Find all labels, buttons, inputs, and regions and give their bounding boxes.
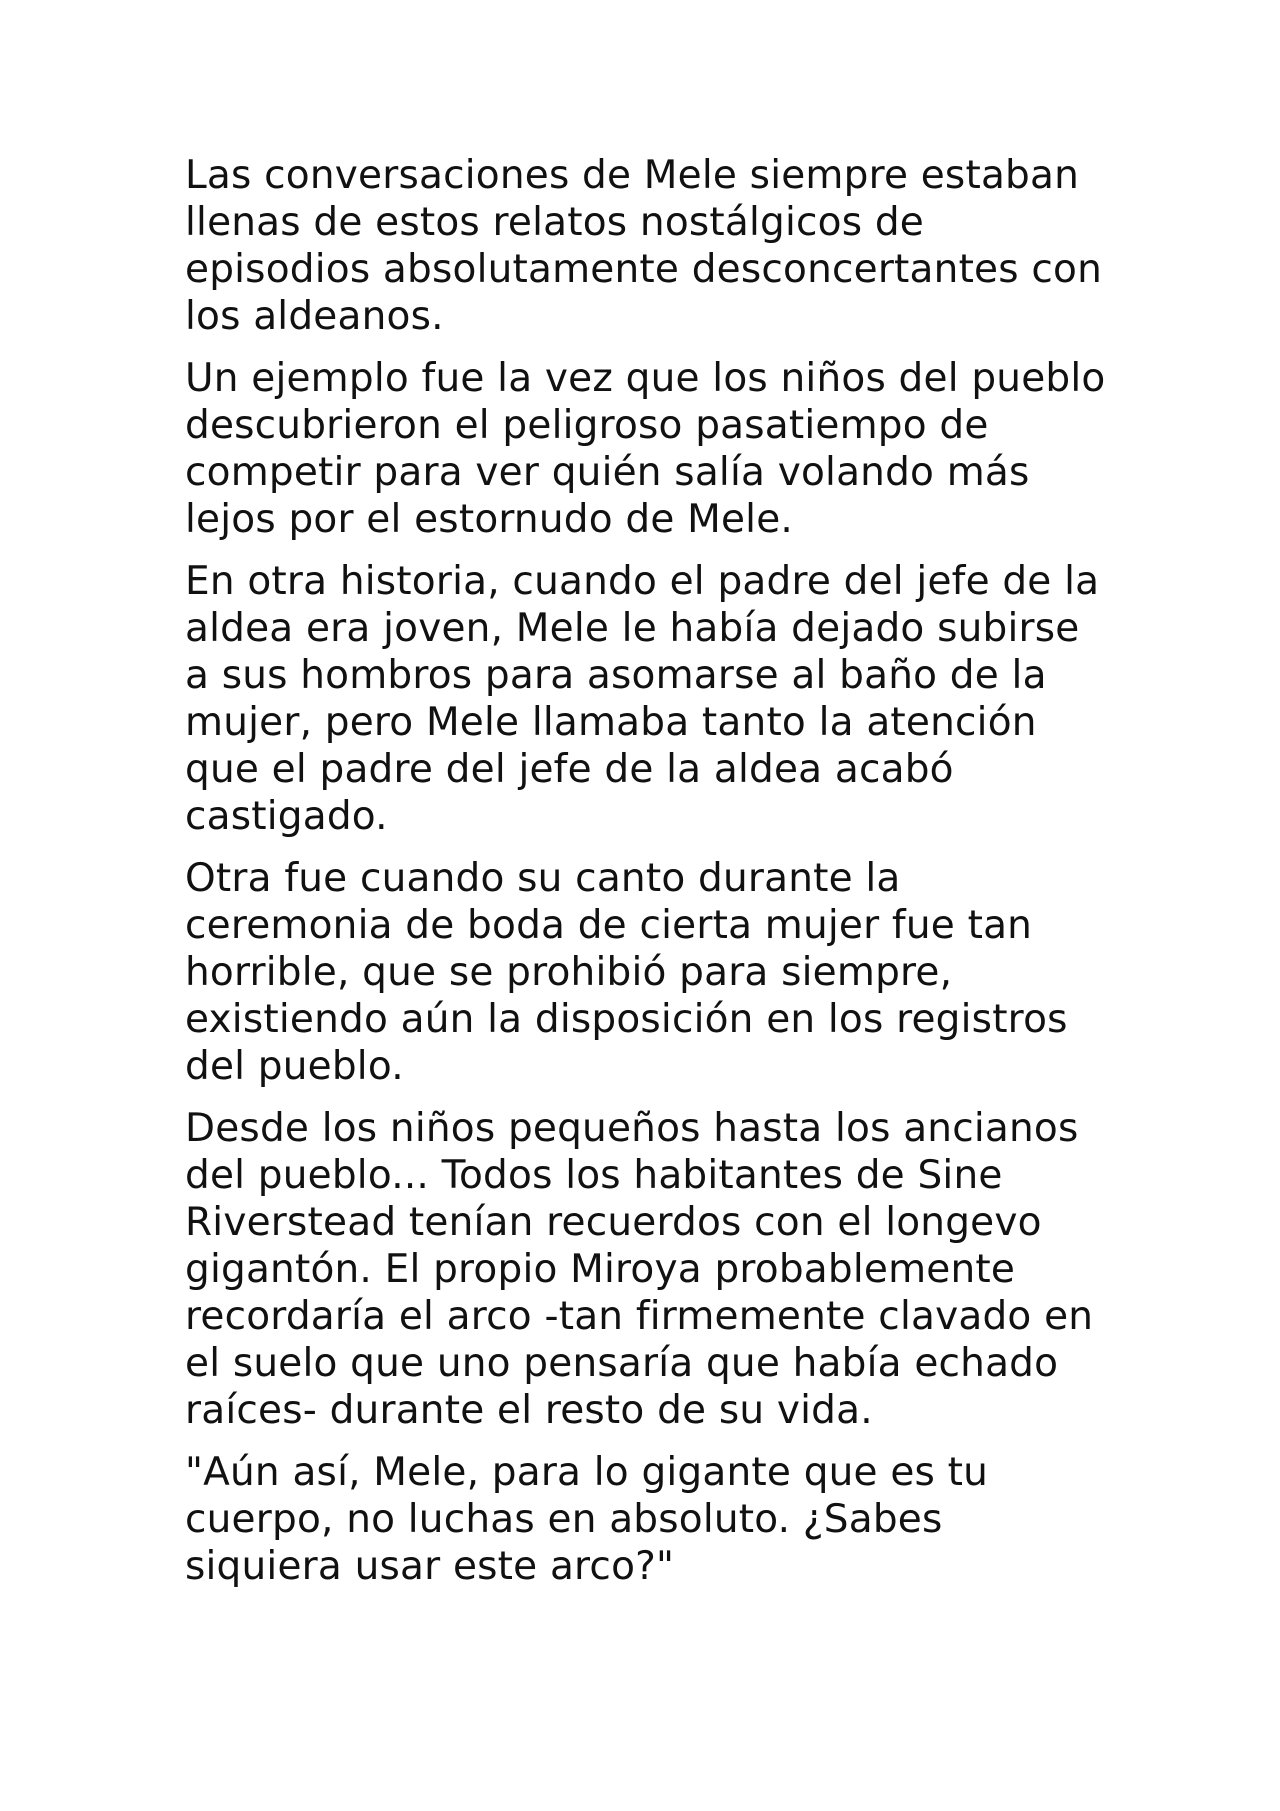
paragraph-4: Otra fue cuando su canto durante la ceremonia de boda de cierta mujer fue tan horrible, que se prohibió para siempre, existiendo aún la disposición en los registros del pueblo. <box>185 856 1068 1089</box>
paragraph-3: En otra historia, cuando el padre del jefe de la aldea era joven, Mele le había dejado subirse a sus hombros para asomarse al baño de la mujer, pero Mele llamaba tanto la atención que el padre del jefe de la aldea acabó castigado. <box>185 559 1100 839</box>
body-text <box>185 152 1125 1605</box>
paragraph-5: Desde los niños pequeños hasta los ancianos del pueblo... Todos los habitantes de Sine Riverstead tenían recuerdos con el longevo gigantón. El propio Miroya probablemente recordaría el arco -tan firmemente clavado en el suelo que uno pensaría que había echado raíces- durante el resto de su vida. <box>185 1106 1094 1433</box>
paragraph-1: Las conversaciones de Mele siempre estaban llenas de estos relatos nostálgicos de episodios absolutamente desconcertantes con los aldeanos. <box>185 153 1102 339</box>
paragraph-6: "Aún así, Mele, para lo gigante que es tu cuerpo, no luchas en absoluto. ¿Sabes siquiera usar este arco?" <box>185 1450 989 1589</box>
paragraph-2: Un ejemplo fue la vez que los niños del pueblo descubrieron el peligroso pasatiempo de competir para ver quién salía volando más lejos por el estornudo de Mele. <box>185 356 1106 542</box>
